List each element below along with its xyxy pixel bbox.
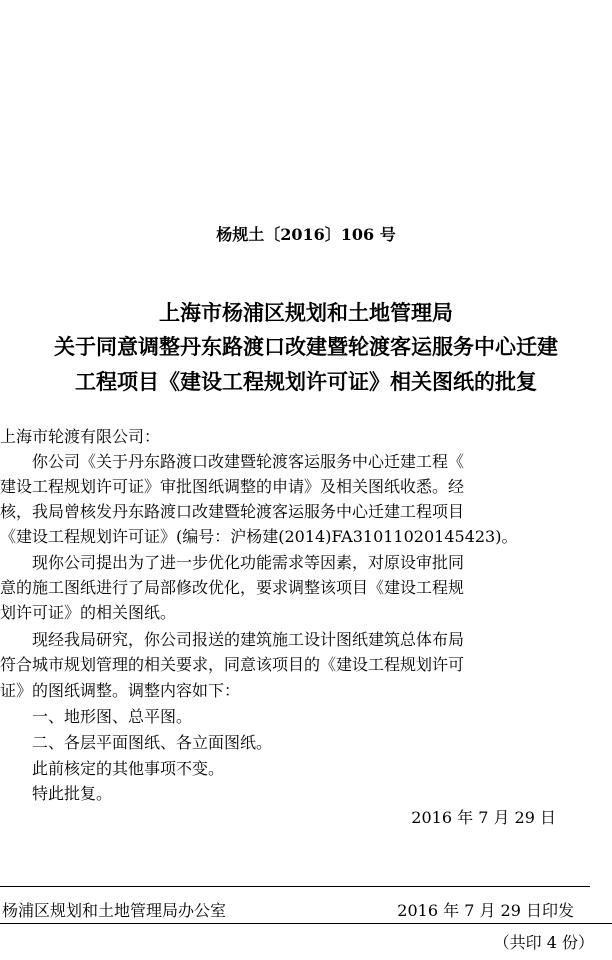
body-line: 特此批复。 bbox=[0, 784, 113, 803]
footer-bottom-rule bbox=[0, 923, 612, 924]
body-line: 你公司《关于丹东路渡口改建暨轮渡客运服务中心迁建工程《 bbox=[0, 452, 465, 471]
footer-print-date: 2016 年 7 月 29 日印发 bbox=[397, 901, 574, 920]
title-line-3: 工程项目《建设工程规划许可证》相关图纸的批复 bbox=[75, 369, 537, 394]
body-line: 核，我局曾核发丹东路渡口改建暨轮渡客运服务中心迁建工程项目 bbox=[0, 502, 465, 521]
body-line: 此前核定的其他事项不变。 bbox=[0, 759, 225, 778]
body-line: 上海市轮渡有限公司： bbox=[0, 427, 161, 446]
footer-office: 杨浦区规划和土地管理局办公室 bbox=[2, 901, 227, 920]
issue-date: 2016 年 7 月 29 日 bbox=[411, 808, 556, 827]
body-line: 二、各层平面图纸、各立面图纸。 bbox=[0, 733, 273, 752]
title-line-2: 关于同意调整丹东路渡口改建暨轮渡客运服务中心迁建 bbox=[54, 334, 558, 359]
body-line: 现经我局研究，你公司报送的建筑施工设计图纸建筑总体布局 bbox=[0, 630, 465, 649]
copies-count: （共印 4 份） bbox=[493, 933, 594, 952]
body-line: 现你公司提出为了进一步优化功能需求等因素，对原设审批同 bbox=[0, 553, 465, 572]
body-line: 符合城市规划管理的相关要求，同意该项目的《建设工程规划许可 bbox=[0, 655, 465, 674]
body-line: 划许可证》的相关图纸。 bbox=[0, 603, 177, 622]
title-line-1: 上海市杨浦区规划和土地管理局 bbox=[159, 300, 453, 325]
body-line: 《建设工程规划许可证》(编号：沪杨建(2014)FA31011020145423)。 bbox=[0, 527, 518, 546]
footer-top-rule bbox=[0, 886, 590, 887]
body-line: 意的施工图纸进行了局部修改优化，要求调整该项目《建设工程规 bbox=[0, 578, 465, 597]
body-line: 建设工程规划许可证》审批图纸调整的申请》及相关图纸收悉。经 bbox=[0, 477, 465, 496]
body-line: 证》的图纸调整。调整内容如下： bbox=[0, 681, 241, 700]
body-line: 一、地形图、总平图。 bbox=[0, 707, 193, 726]
document-number: 杨规土〔2016〕106 号 bbox=[216, 225, 396, 244]
